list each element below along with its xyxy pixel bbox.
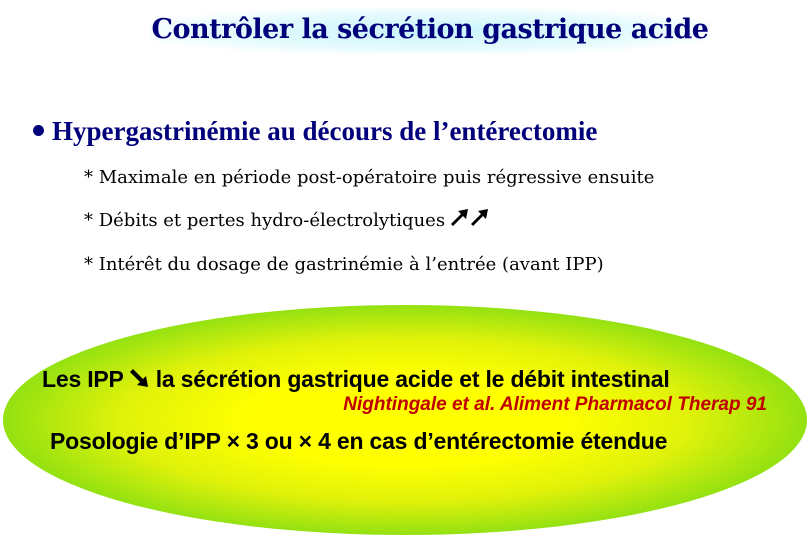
callout-line-1-end: la sécrétion gastrique acide et le débit intestinal <box>155 366 670 392</box>
sub-item-2 <box>84 208 491 233</box>
sub-item-1: * Maximale en période post-opératoire puis régressive ensuite <box>84 167 655 188</box>
sub-item-2-text: * Débits et pertes hydro-électrolytiques <box>84 210 446 231</box>
double-up-right-arrow-icon <box>449 208 491 233</box>
down-right-arrow-icon <box>128 367 150 395</box>
bullet-dot-icon <box>33 125 44 136</box>
citation: Nightingale et al. Aliment Pharmacol Therap 91 <box>343 394 767 415</box>
main-bullet-text: Hypergastrinémie au décours de l’entérectomie <box>52 116 598 146</box>
callout-line-1-start: Les IPP <box>42 366 124 392</box>
slide-title: Contrôler la sécrétion gastrique acide <box>151 14 709 45</box>
posology-line: Posologie d’IPP × 3 ou × 4 en cas d’entérectomie étendue <box>50 428 668 454</box>
callout-line-1 <box>42 366 670 395</box>
sub-item-3: * Intérêt du dosage de gastrinémie à l’entrée (avant IPP) <box>84 254 604 275</box>
callout-ellipse <box>3 305 807 535</box>
main-bullet <box>33 116 597 147</box>
title-banner <box>150 8 710 54</box>
